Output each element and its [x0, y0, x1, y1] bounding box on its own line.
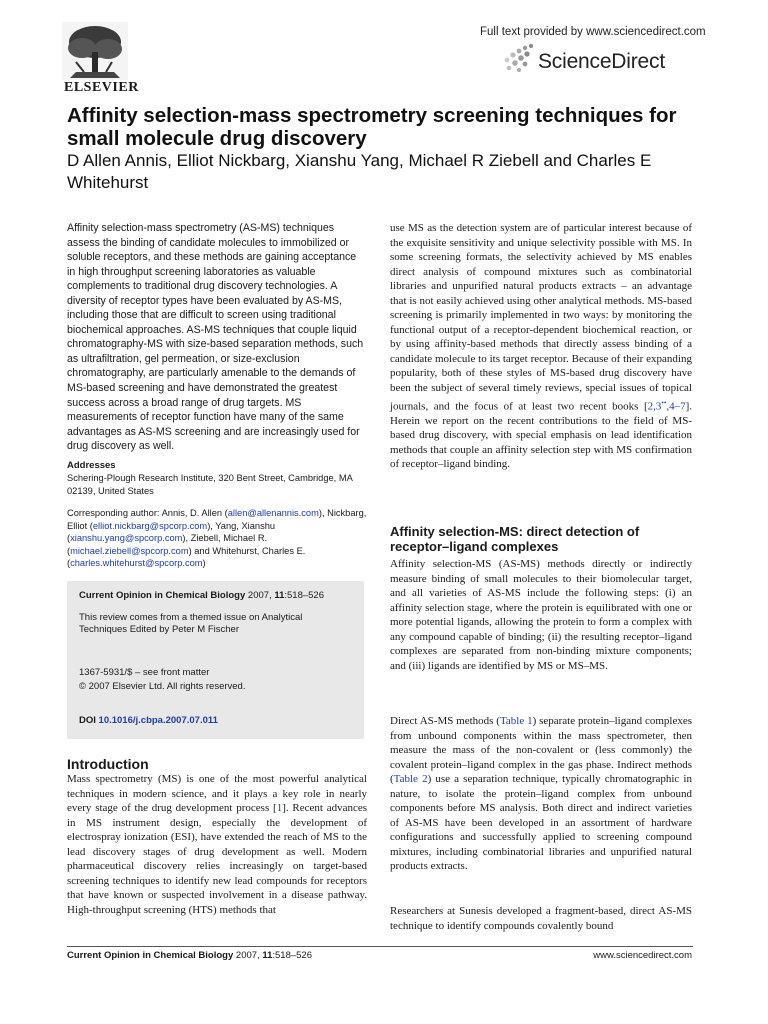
- journal-citation: [79, 590, 324, 601]
- paragraph-text: ]. Herein we report on the recent contributions to the field of MS-based drug discovery, with special emphasis on lead identification methods that couple an affinity selection step with MS confirmation of receptor–ligand binding.: [390, 400, 692, 471]
- section-heading-affinity-selection: Affinity selection-MS: direct detection of receptor–ligand complexes: [390, 524, 640, 554]
- correspondence-text: ), Yang, Xianshu (: [67, 520, 276, 544]
- introduction-heading: Introduction: [67, 756, 149, 772]
- journal-year: 2007,: [247, 590, 275, 601]
- publisher-name: ELSEVIER: [64, 80, 139, 95]
- correspondence-text: ), Nickbarg, Elliot (: [67, 508, 367, 531]
- journal-pages: :518–526: [284, 590, 324, 601]
- footer-url[interactable]: www.sciencedirect.com: [593, 950, 692, 961]
- sciencedirect-dots-icon: [497, 42, 537, 74]
- journal-volume: 11: [274, 590, 285, 601]
- paragraph-text: Direct AS-MS methods (: [390, 715, 500, 727]
- introduction-body: [67, 772, 367, 917]
- email-link-ziebell[interactable]: michael.ziebell@spcorp.com: [70, 545, 189, 556]
- correspondence-text: Corresponding author: Annis, D. Allen (: [67, 508, 228, 518]
- citation-link[interactable]: ,4–7: [666, 400, 686, 413]
- paragraph-text: ) use a separation technique, typically chromatographic in nature, to isolate the protein–ligand complex from unbound components before MS analysis. Both direct and indirect varieties of AS-MS have been developed in an assortment of hardware configurations and successfully applied to screening compound mixtures, including combinatorial libraries and unpurified natural products extracts.: [390, 773, 692, 873]
- intro-text: ]. Recent advances in MS instrument design, especially the development of electrospray ionization (ESI), have extended the reach of MS to the lead discovery stages of drug development as well. Modern pharmaceutical discovery relies increasingly on target-based screening techniques to identify new lead compounds for receptors that have known or suspected involvement in a disease pathway. High-throughput screening (HTS) methods that: [67, 802, 367, 916]
- table-1-link[interactable]: Table 1: [499, 715, 533, 727]
- footer-year: 2007,: [233, 950, 263, 961]
- journal-info-box: [67, 581, 364, 739]
- themed-issue-note: This review comes from a themed issue on Analytical Techniques Edited by Peter M Fischer: [79, 612, 303, 636]
- copyright: © 2007 Elsevier Ltd. All rights reserved.: [79, 681, 246, 692]
- doi-line: [79, 715, 218, 726]
- addresses-heading: Addresses: [67, 460, 116, 471]
- footer-divider: [67, 946, 693, 947]
- email-link-yang[interactable]: xianshu.yang@spcorp.com: [70, 533, 183, 544]
- email-link-annis[interactable]: allen@allenannis.com: [227, 508, 319, 518]
- body-paragraph-3: [390, 714, 692, 874]
- paragraph-text: use MS as the detection system are of particular interest because of the exquisite sensitivity and unique selectivity possible with MS. In some screening formats, the selectivity achieved by MS enables direct analysis of compound mixtures such as combinatorial libraries and unpurified natural products extracts – an advantage that is not easily achieved using other analytical methods. MS-based screening is primarily implemented in two ways: by monitoring the functional output of a receptor-dependent biochemical reaction, or by using affinity-based methods that directly assess binding of a candidate molecule to its target receptor. Because of their expanding popularity, both of these styles of MS-based drug discovery have been the subject of several timely reviews, special issues of topical journals, and the focus of at least two recent books [: [390, 222, 692, 413]
- footer-journal: Current Opinion in Chemical Biology: [67, 950, 234, 961]
- email-link-nickbarg[interactable]: elliot.nickbarg@spcorp.com: [92, 520, 208, 531]
- doi-label: DOI: [79, 715, 99, 726]
- citation-link[interactable]: 1: [276, 802, 283, 815]
- article-authors: D Allen Annis, Elliot Nickbarg, Xianshu Yang, Michael R Ziebell and Charles E Whitehurst: [67, 151, 652, 192]
- footer-citation: [67, 950, 312, 961]
- doi-link[interactable]: 10.1016/j.cbpa.2007.07.011: [98, 715, 218, 726]
- body-paragraph-1: [390, 221, 692, 472]
- addresses-body: Schering-Plough Research Institute, 320 Bent Street, Cambridge, MA 02139, United States: [67, 473, 353, 496]
- fulltext-notice[interactable]: Full text provided by www.sciencedirect.com: [480, 26, 706, 38]
- citation-mark: ••: [661, 398, 667, 407]
- journal-name: Current Opinion in Chemical Biology: [79, 590, 246, 601]
- paragraph-text: ) separate protein–ligand complexes from unbound components within the mass spectrometer, then measure the mass of the non-covalent or (less commonly) the covalent protein–ligand complex in the gas phase. Indirect methods (: [390, 715, 692, 786]
- correspondence-text: ): [202, 558, 206, 569]
- citation-link[interactable]: 2,3: [647, 400, 662, 413]
- body-paragraph-2: Affinity selection-MS (AS-MS) methods directly or indirectly measure binding of small molecules to their biomolecular target, and all varieties of AS-MS include the following steps: (i) an affinity selection stage, where the protein is equilibrated with one or more potential ligands, allowing the protein to form a complex with any compound capable of binding; (ii) the resulting receptor–ligand complexes are separated from non-binding mixture components; and (iii) ligands are identified by MS or MS–MS.: [390, 558, 692, 672]
- email-link-whitehurst[interactable]: charles.whitehurst@spcorp.com: [70, 558, 203, 569]
- correspondence-text: ) and Whitehurst, Charles E. (: [67, 545, 306, 569]
- issn: 1367-5931/$ – see front matter: [79, 667, 210, 678]
- sciencedirect-logo-text: ScienceDirect: [538, 50, 665, 73]
- corresponding-authors: [67, 507, 367, 570]
- abstract: Affinity selection-mass spectrometry (AS-MS) techniques assess the binding of candidate molecules to immobilized or soluble receptors, and these methods are gaining acceptance in high throughput screening laboratories as valuable complements to traditional drug discovery technologies. A diversity of receptor types have been evaluated by AS-MS, including those that are difficult to screen using traditional biochemical approaches. AS-MS techniques that couple liquid chromatography-MS with size-based separation methods, such as ultrafiltration, gel permeation, or size-exclusion chromatography, are particularly amenable to the demands of MS-based screening and have demonstrated the greatest success across a broad range of drug targets. MS measurements of receptor function have many of the same advantages as AS-MS screening and are increasingly used for drug discovery as well.: [67, 222, 364, 453]
- correspondence-text: ), Ziebell, Michael R. (: [67, 533, 268, 556]
- table-2-link[interactable]: Table 2: [393, 773, 428, 786]
- body-paragraph-4: Researchers at Sunesis developed a fragment-based, direct AS-MS technique to identify compounds covalently bound: [390, 905, 692, 932]
- intro-text: Mass spectrometry (MS) is one of the most powerful analytical techniques in modern science, and it plays a key role in nearly every stage of the drug development process [: [67, 773, 367, 815]
- footer-volume: 11: [262, 950, 273, 961]
- footer-pages: :518–526: [272, 950, 312, 961]
- article-title: Affinity selection-mass spectrometry screening techniques for small molecule drug discovery: [67, 104, 677, 150]
